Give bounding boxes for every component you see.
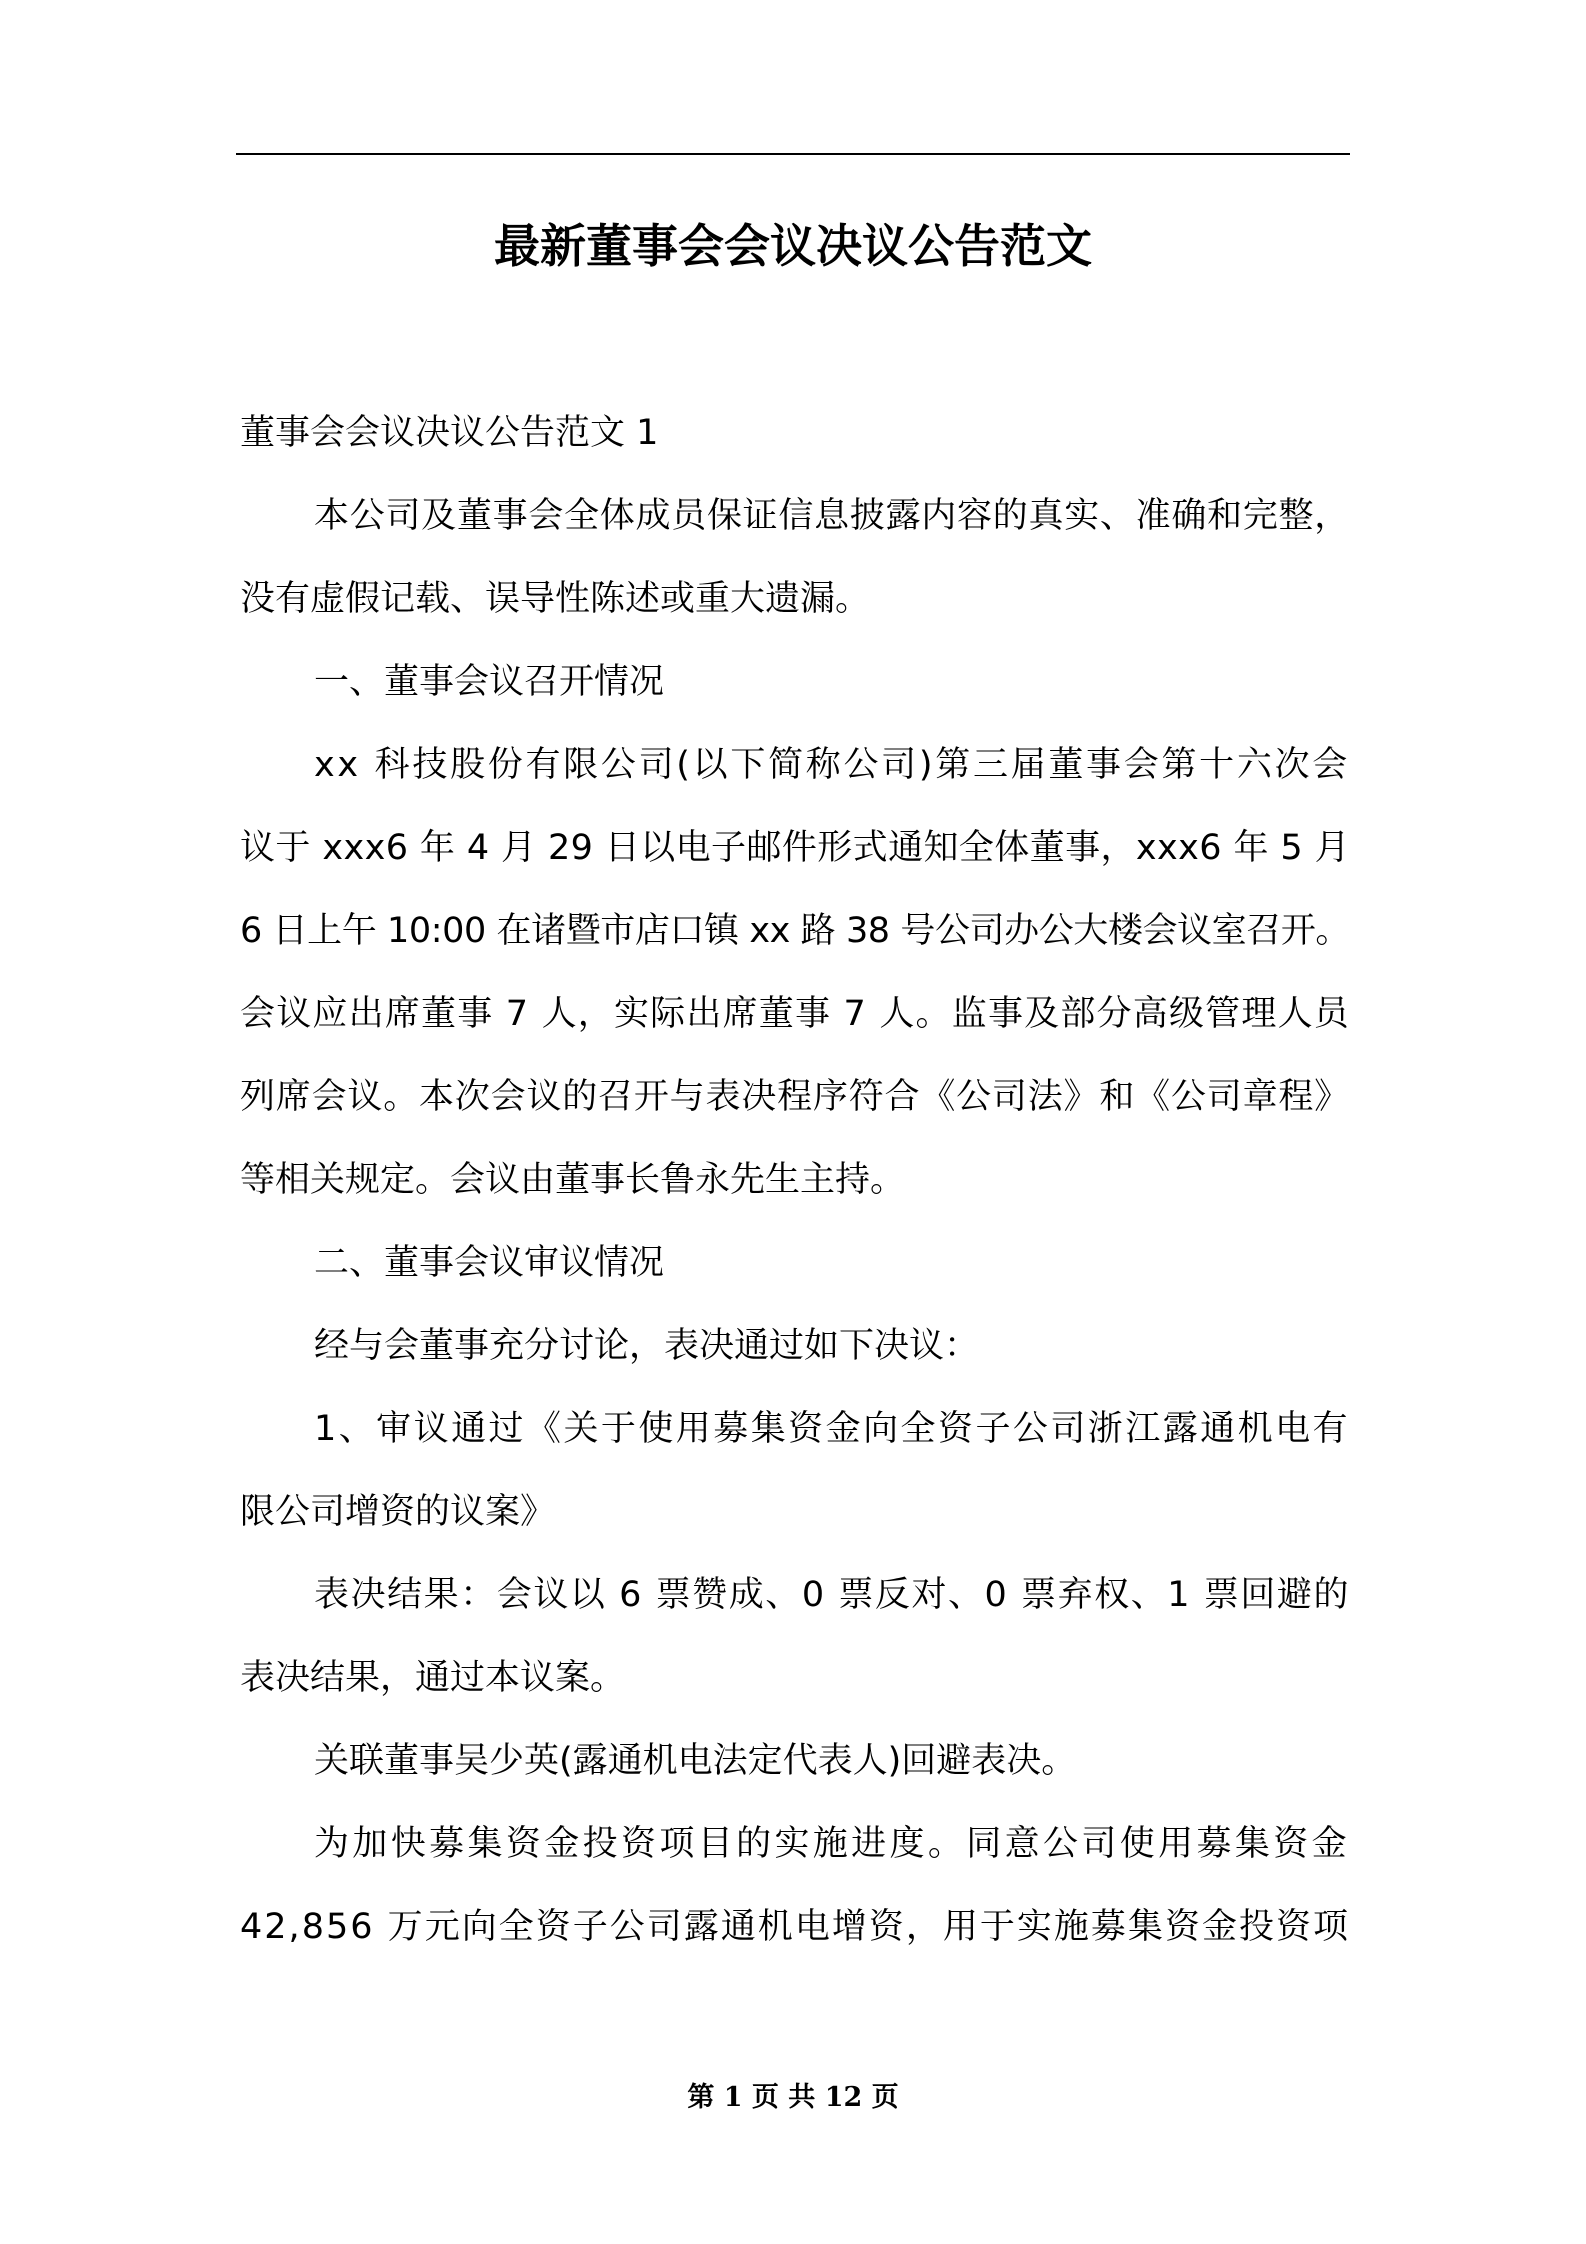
- paragraph-resolution-intro: [240, 1305, 1350, 1388]
- paragraph-line: [240, 1720, 1350, 1803]
- paragraph-recusal: [240, 1720, 1350, 1803]
- header-rule: [236, 153, 1350, 155]
- document-body: [240, 392, 1350, 1969]
- paragraph-line: [240, 1222, 1350, 1305]
- paragraph-line: [240, 973, 1350, 1056]
- paragraph-line: [240, 1388, 1350, 1471]
- section-heading-text: 董事会会议决议公告范文 1: [240, 413, 659, 453]
- paragraph-line: [240, 1305, 1350, 1388]
- paragraph-disclosure-statement: [240, 475, 1350, 641]
- page-number-footer: 第 1 页 共 12 页: [687, 2082, 899, 2113]
- line-text: 议于 xxx6 年 4 月 29 日以电子邮件形式通知全体董事，xxx6 年 5 月: [240, 828, 1350, 868]
- paragraph-line: [240, 1554, 1350, 1637]
- paragraph-capital-increase: [240, 1803, 1350, 1969]
- paragraph-vote-result: [240, 1554, 1350, 1720]
- paragraph-line: [240, 724, 1350, 807]
- line-text: 限公司增资的议案》: [240, 1492, 556, 1532]
- paragraph-line: [240, 641, 1350, 724]
- line-text: 关联董事吴少英(露通机电法定代表人)回避表决。: [314, 1741, 1077, 1781]
- paragraph-line: [240, 1803, 1350, 1886]
- line-text: 1、审议通过《关于使用募集资金向全资子公司浙江露通机电有: [314, 1409, 1350, 1449]
- line-text: 会议应出席董事 7 人，实际出席董事 7 人。监事及部分高级管理人员: [240, 994, 1350, 1034]
- paragraph-line: [240, 1056, 1350, 1139]
- section-heading: [240, 392, 1350, 475]
- paragraph-line: [240, 558, 1350, 641]
- paragraph-resolution-1: [240, 1388, 1350, 1554]
- line-text: 本公司及董事会全体成员保证信息披露内容的真实、准确和完整，: [314, 496, 1350, 536]
- paragraph-line: [240, 1886, 1350, 1969]
- paragraph-line: [240, 1637, 1350, 1720]
- line-text: 二、董事会议审议情况: [314, 1243, 665, 1283]
- line-text: 6 日上午 10:00 在诸暨市店口镇 xx 路 38 号公司办公大楼会议室召开。: [240, 911, 1350, 951]
- paragraph-line: [240, 1139, 1350, 1222]
- paragraph-meeting-details: [240, 724, 1350, 1222]
- line-text: 表决结果，通过本议案。: [240, 1658, 626, 1698]
- paragraph-line: [240, 890, 1350, 973]
- line-text: 为加快募集资金投资项目的实施进度。同意公司使用募集资金: [314, 1824, 1350, 1864]
- subheading-meeting-review: [240, 1222, 1350, 1305]
- line-text: 没有虚假记载、误导性陈述或重大遗漏。: [240, 579, 871, 619]
- paragraph-line: [240, 1471, 1350, 1554]
- subheading-meeting-convening: [240, 641, 1350, 724]
- paragraph-line: [240, 807, 1350, 890]
- paragraph-line: [240, 475, 1350, 558]
- line-text: 等相关规定。会议由董事长鲁永先生主持。: [240, 1160, 906, 1200]
- line-text: xx 科技股份有限公司(以下简称公司)第三届董事会第十六次会: [314, 745, 1350, 785]
- line-text: 42,856 万元向全资子公司露通机电增资，用于实施募集资金投资项: [240, 1907, 1350, 1947]
- line-text: 列席会议。本次会议的召开与表决程序符合《公司法》和《公司章程》: [240, 1077, 1350, 1117]
- line-text: 表决结果：会议以 6 票赞成、0 票反对、0 票弃权、1 票回避的: [314, 1575, 1350, 1615]
- document-title: 最新董事会会议决议公告范文: [494, 219, 1092, 273]
- line-text: 一、董事会议召开情况: [314, 662, 665, 702]
- line-text: 经与会董事充分讨论，表决通过如下决议：: [314, 1326, 980, 1366]
